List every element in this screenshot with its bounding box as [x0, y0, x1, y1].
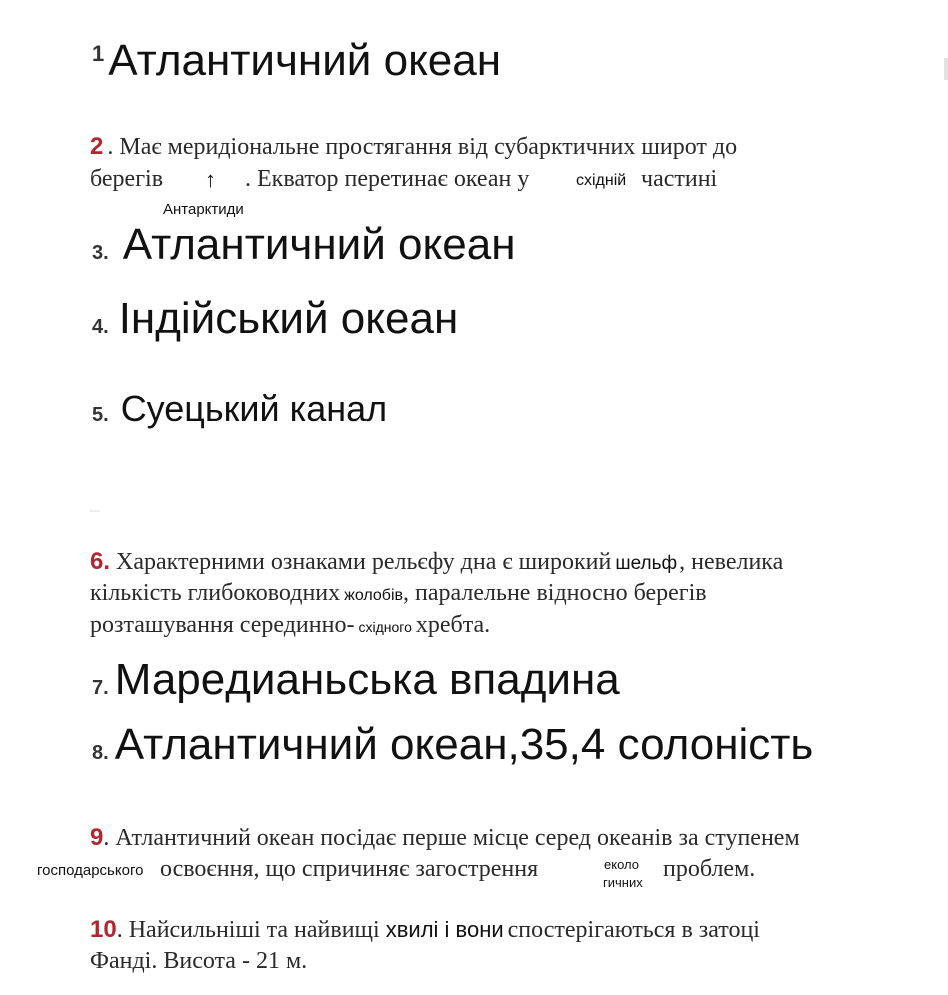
question-6-fill-trenches: жолобів	[344, 587, 404, 604]
question-2-text-2c: частині	[641, 166, 718, 192]
question-2-line-1	[90, 133, 737, 161]
divider	[90, 510, 100, 512]
answer-7	[92, 655, 620, 705]
question-9-fill-ecological-a: еколо	[604, 857, 639, 872]
answer-8-number: 8.	[92, 742, 109, 764]
question-2-text-1: . Має меридіональне простягання від субарктичних широт до	[107, 134, 738, 160]
question-6-text-1a: Характерними ознаками рельєфу дна є широкий	[116, 549, 612, 575]
question-6-fill-ridge: східного	[358, 619, 412, 635]
question-2-line-2c	[641, 166, 717, 193]
answer-1-number: 1	[92, 41, 105, 66]
answer-3-text: Атлантичний океан	[122, 220, 516, 269]
question-2-line-2	[90, 166, 163, 193]
question-2-arrow: ↑	[205, 167, 216, 192]
question-9-text-2b: проблем.	[663, 856, 756, 882]
question-9-text-1: . Атлантичний океан посідає перше місце серед океанів за ступенем	[103, 825, 800, 851]
question-9-fill-ecological-b: гичних	[603, 875, 643, 890]
question-10-line-1	[90, 916, 760, 944]
answer-1	[92, 36, 501, 86]
scrollbar-thumb[interactable]	[944, 58, 948, 80]
question-9-line-2	[160, 856, 538, 883]
question-10-line-2	[90, 948, 307, 975]
question-10-fill-waves: хвилі і вони	[385, 917, 504, 942]
question-2-number: 2	[90, 133, 104, 160]
answer-8	[92, 720, 813, 770]
question-2-text-2a: берегів	[90, 166, 164, 192]
question-6-text-2b: , паралельне відносно берегів	[403, 580, 707, 606]
question-2-line-2b	[245, 166, 529, 193]
answer-5-text: Суецький канал	[120, 388, 388, 429]
question-10-text-1a: . Найсильніші та найвищі	[116, 917, 380, 943]
question-6-fill-shelf: шельф	[615, 553, 678, 574]
question-9-line-1	[90, 824, 800, 852]
answer-8-text: Атлантичний океан,35,4 солоність	[114, 720, 814, 769]
question-6-text-2a: кількість глибоководних	[90, 580, 341, 606]
answer-3	[92, 220, 516, 270]
answer-1-text: Атлантичний океан	[108, 36, 502, 85]
question-6-line-3	[90, 612, 490, 639]
question-6-text-1b: , невелика	[679, 549, 784, 575]
answer-4-number: 4.	[92, 316, 109, 338]
question-9-fill-economic: господарського	[37, 862, 144, 879]
question-9-line-2b	[663, 856, 755, 883]
answer-5-number: 5.	[92, 404, 109, 426]
answer-4	[92, 294, 458, 344]
answer-4-text: Індійський океан	[118, 294, 459, 343]
question-6-line-1	[90, 548, 783, 576]
question-9-text-2a: освоєння, що спричиняє загострення	[160, 856, 539, 882]
question-6-text-3b: хребта.	[415, 612, 491, 638]
answer-3-number: 3.	[92, 242, 109, 264]
question-9-number: 9	[90, 824, 104, 851]
answer-7-number: 7.	[92, 677, 109, 699]
answer-7-text: Марeдианьська впадина	[114, 655, 620, 704]
question-2-fill-direction: східній	[576, 172, 627, 189]
question-10-text-1b: спостерігаються в затоці	[507, 917, 760, 943]
question-6-text-3a: розташування серединно-	[90, 612, 355, 638]
question-10-number: 10	[90, 916, 117, 943]
question-6-line-2	[90, 580, 707, 607]
question-2-text-2b: . Екватор перетинає океан у	[245, 166, 530, 192]
question-6-number: 6.	[90, 548, 111, 575]
question-2-fill-continent: Антарктиди	[163, 201, 244, 218]
answer-5	[92, 388, 387, 430]
question-10-text-2: Фанді. Висота - 21 м.	[90, 948, 308, 974]
